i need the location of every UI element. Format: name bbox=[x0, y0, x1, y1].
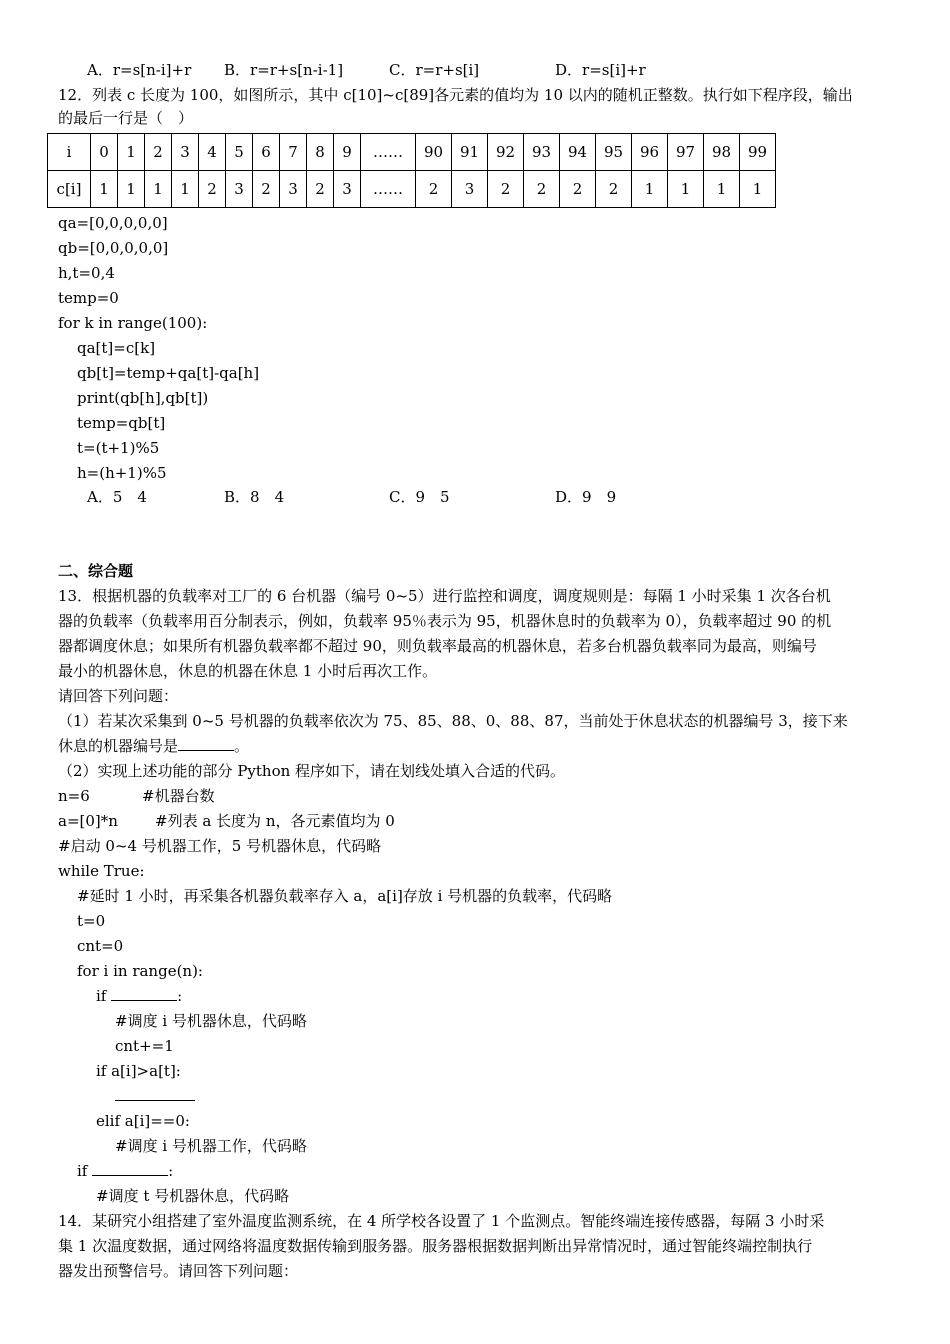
q13-prompt: 请回答下列问题： bbox=[58, 687, 179, 705]
q13-sub2: （2）实现上述功能的部分 Python 程序如下，请在划线处填入合适的代码。 bbox=[58, 762, 566, 780]
table-cell: 91 bbox=[452, 134, 488, 171]
table-row-index bbox=[48, 134, 776, 171]
table-cell: 2 bbox=[488, 171, 524, 208]
q12-code-line: qb=[0,0,0,0,0] bbox=[58, 239, 169, 257]
table-cell: 3 bbox=[280, 171, 307, 208]
table-cell: 1 bbox=[118, 171, 145, 208]
table-cell: 92 bbox=[488, 134, 524, 171]
table-cell: 2 bbox=[145, 134, 172, 171]
q13-code-cnt0: cnt=0 bbox=[77, 937, 124, 955]
q12-option-c: C．9 5 bbox=[389, 488, 450, 506]
q13-code-for: for i in range(n): bbox=[77, 962, 203, 980]
q13-blank-3[interactable] bbox=[92, 1161, 168, 1176]
table-cell: 1 bbox=[668, 171, 704, 208]
q13-blank-1[interactable] bbox=[111, 986, 177, 1001]
q11-option-d: D．r=s[i]+r bbox=[555, 61, 646, 79]
q12-stem-line1: 12．列表 c 长度为 100，如图所示，其中 c[10]~c[89]各元素的值均为 10 以内的随机正整数。执行如下程序段，输出 bbox=[58, 86, 853, 104]
table-cell: 6 bbox=[253, 134, 280, 171]
q12-option-a: A．5 4 bbox=[87, 488, 147, 506]
q13-code-if1-colon: : bbox=[177, 987, 183, 1005]
table-cell: 94 bbox=[560, 134, 596, 171]
table-cell: 2 bbox=[199, 171, 226, 208]
q13-sub1-answer-line bbox=[58, 736, 249, 756]
table-cell: 98 bbox=[704, 134, 740, 171]
q12-code-line: t=(t+1)%5 bbox=[77, 439, 160, 457]
table-cell: 1 bbox=[91, 171, 118, 208]
q13-code-elif: elif a[i]==0: bbox=[96, 1112, 190, 1130]
table-cell: 1 bbox=[740, 171, 776, 208]
table-cell: 1 bbox=[118, 134, 145, 171]
q12-code-line: qa=[0,0,0,0,0] bbox=[58, 214, 168, 232]
table-cell: 1 bbox=[145, 171, 172, 208]
table-cell: 93 bbox=[524, 134, 560, 171]
q13-sub1: （1）若某次采集到 0~5 号机器的负载率依次为 75、85、88、0、88、87，当前处于休息状态的机器编号 3，接下来 bbox=[58, 712, 848, 730]
q13-code-if3-colon: : bbox=[168, 1162, 174, 1180]
q13-code-a: a=[0]*n bbox=[58, 812, 118, 830]
table-cell: …… bbox=[361, 171, 416, 208]
q13-sub1-text: 休息的机器编号是 bbox=[58, 737, 179, 755]
q13-code-work-i: #调度 i 号机器工作，代码略 bbox=[115, 1137, 307, 1155]
q13-sub1-period: 。 bbox=[234, 737, 250, 755]
q13-code-if3-line bbox=[77, 1161, 173, 1181]
q12-stem-line2: 的最后一行是（ ） bbox=[58, 109, 194, 127]
q13-code-delay: #延时 1 小时，再采集各机器负载率存入 a，a[i]存放 i 号机器的负载率，代码略 bbox=[77, 887, 613, 905]
q13-code-if2: if a[i]>a[t]: bbox=[96, 1062, 181, 1080]
table-cell: 90 bbox=[416, 134, 452, 171]
table-cell: 0 bbox=[91, 134, 118, 171]
q12-code-line: for k in range(100): bbox=[58, 314, 208, 332]
table-cell: 2 bbox=[253, 171, 280, 208]
table-cell: 1 bbox=[172, 171, 199, 208]
q13-para-line: 最小的机器休息，休息的机器在休息 1 小时后再次工作。 bbox=[58, 662, 438, 680]
table-cell: 3 bbox=[172, 134, 199, 171]
q13-para-line: 器的负载率（负载率用百分制表示，例如，负载率 95％表示为 95，机器休息时的负载率为 0），负载率超过 90 的机 bbox=[58, 612, 832, 630]
section-title: 二、综合题 bbox=[58, 562, 134, 580]
q14-para-line: 集 1 次温度数据，通过网络将温度数据传输到服务器。服务器根据数据判断出异常情况时，通过智能终端控制执行 bbox=[58, 1237, 813, 1255]
table-cell: 9 bbox=[334, 134, 361, 171]
q11-option-b: B．r=r+s[n-i-1] bbox=[224, 61, 344, 79]
q13-code-start: #启动 0~4 号机器工作，5 号机器休息，代码略 bbox=[58, 837, 382, 855]
table-cell: 3 bbox=[226, 171, 253, 208]
table-cell: 97 bbox=[668, 134, 704, 171]
q12-option-b: B．8 4 bbox=[224, 488, 285, 506]
q12-c-table bbox=[47, 133, 776, 208]
table-cell: 3 bbox=[334, 171, 361, 208]
table-cell: i bbox=[48, 134, 91, 171]
q14-para-line: 14．某研究小组搭建了室外温度监测系统，在 4 所学校各设置了 1 个监测点。智能终端连接传感器，每隔 3 小时采 bbox=[58, 1212, 825, 1230]
q12-code-line: h=(h+1)%5 bbox=[77, 464, 167, 482]
q12-code-line: qb[t]=temp+qa[t]-qa[h] bbox=[77, 364, 260, 382]
table-cell: c[i] bbox=[48, 171, 91, 208]
table-cell: 2 bbox=[560, 171, 596, 208]
q12-code-line: temp=qb[t] bbox=[77, 414, 166, 432]
q12-code-line: h,t=0,4 bbox=[58, 264, 115, 282]
table-cell: 95 bbox=[596, 134, 632, 171]
q13-para-line: 13．根据机器的负载率对工厂的 6 台机器（编号 0~5）进行监控和调度，调度规则是：每隔 1 小时采集 1 次各台机 bbox=[58, 587, 831, 605]
q13-code-n: n=6 bbox=[58, 787, 90, 805]
q13-blank-2[interactable] bbox=[115, 1086, 195, 1101]
q13-code-if1-line bbox=[96, 986, 182, 1006]
q13-sub1-blank[interactable] bbox=[178, 736, 234, 751]
q13-code-t0: t=0 bbox=[77, 912, 106, 930]
table-cell: 5 bbox=[226, 134, 253, 171]
q11-option-a: A．r=s[n-i]+r bbox=[87, 61, 192, 79]
table-cell: 2 bbox=[416, 171, 452, 208]
q12-code-line: qa[t]=c[k] bbox=[77, 339, 156, 357]
table-cell: 99 bbox=[740, 134, 776, 171]
q13-code-if3: if bbox=[77, 1162, 88, 1180]
q13-code-rest-i: #调度 i 号机器休息，代码略 bbox=[115, 1012, 307, 1030]
table-cell: 2 bbox=[307, 171, 334, 208]
q13-para-line: 器都调度休息；如果所有机器负载率都不超过 90，则负载率最高的机器休息，若多台机器负载率同为最高，则编号 bbox=[58, 637, 817, 655]
q13-code-while: while True: bbox=[58, 862, 145, 880]
q13-code-if1: if bbox=[96, 987, 107, 1005]
table-cell: 8 bbox=[307, 134, 334, 171]
table-cell: 7 bbox=[280, 134, 307, 171]
q11-option-c: C．r=r+s[i] bbox=[389, 61, 480, 79]
table-cell: 4 bbox=[199, 134, 226, 171]
table-cell: 3 bbox=[452, 171, 488, 208]
table-cell: 1 bbox=[632, 171, 668, 208]
q14-para-line: 器发出预警信号。请回答下列问题： bbox=[58, 1262, 299, 1280]
q13-code-cnt-inc: cnt+=1 bbox=[115, 1037, 174, 1055]
table-cell: 96 bbox=[632, 134, 668, 171]
table-cell: 1 bbox=[704, 171, 740, 208]
q12-option-d: D．9 9 bbox=[555, 488, 617, 506]
q13-code-rest-t: #调度 t 号机器休息，代码略 bbox=[96, 1187, 290, 1205]
q12-code-line: print(qb[h],qb[t]) bbox=[77, 389, 209, 407]
q13-blank-2-line bbox=[115, 1086, 195, 1106]
q12-code-line: temp=0 bbox=[58, 289, 119, 307]
table-cell: 2 bbox=[524, 171, 560, 208]
q13-code-a-comment: #列表 a 长度为 n，各元素值均为 0 bbox=[155, 812, 395, 830]
table-row-values bbox=[48, 171, 776, 208]
q13-code-n-comment: #机器台数 bbox=[142, 787, 215, 805]
table-cell: 2 bbox=[596, 171, 632, 208]
table-cell: …… bbox=[361, 134, 416, 171]
